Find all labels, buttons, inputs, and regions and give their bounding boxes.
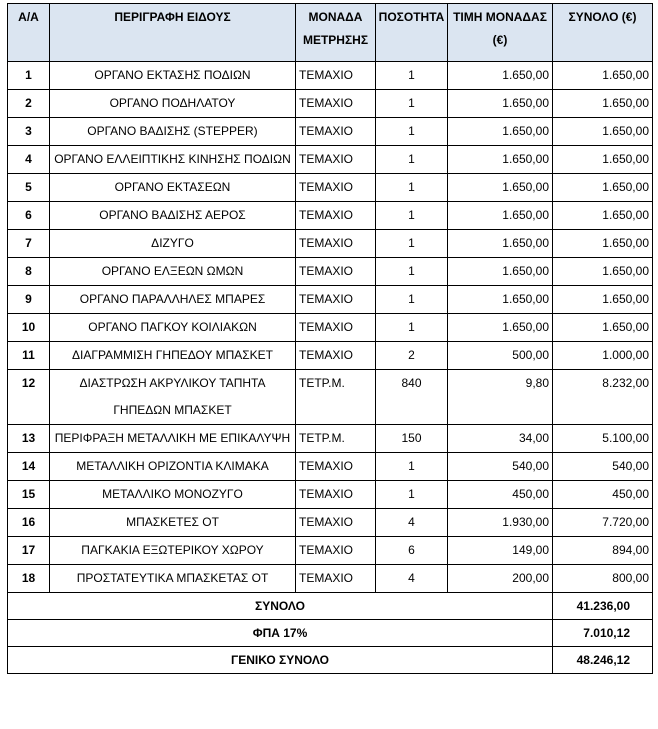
table-row — [8, 370, 653, 425]
cell-total: 1.650,00 — [553, 286, 653, 314]
cell-unit-price: 1.650,00 — [448, 146, 553, 174]
cell-unit: ΤΕΜΑΧΙΟ — [296, 258, 376, 286]
cell-description: ΜΕΤΑΛΛΙΚΟ ΜΟΝΟΖΥΓΟ — [50, 481, 296, 509]
table-row — [8, 425, 653, 453]
cell-aa: 12 — [8, 370, 50, 425]
table-row — [8, 258, 653, 286]
summary-body — [8, 593, 653, 674]
cell-quantity: 1 — [376, 481, 448, 509]
table-row — [8, 202, 653, 230]
cell-aa: 4 — [8, 146, 50, 174]
cell-unit-price: 200,00 — [448, 565, 553, 593]
cell-unit-price: 1.650,00 — [448, 258, 553, 286]
cell-description: ΠΕΡΙΦΡΑΞΗ ΜΕΤΑΛΛΙΚΗ ΜΕ ΕΠΙΚΑΛΥΨΗ — [50, 425, 296, 453]
cell-unit-price: 540,00 — [448, 453, 553, 481]
table-row — [8, 286, 653, 314]
cell-aa: 2 — [8, 90, 50, 118]
cell-unit: ΤΕΜΑΧΙΟ — [296, 118, 376, 146]
table-row — [8, 537, 653, 565]
table-row — [8, 90, 653, 118]
table-row — [8, 118, 653, 146]
header-unit-price: ΤΙΜΗ ΜΟΝΑΔΑΣ (€) — [448, 4, 553, 62]
cell-unit: ΤΕΜΑΧΙΟ — [296, 146, 376, 174]
cell-unit-price: 1.650,00 — [448, 62, 553, 90]
cell-aa: 17 — [8, 537, 50, 565]
cell-unit: ΤΕΤΡ.Μ. — [296, 370, 376, 425]
cell-unit: ΤΕΤΡ.Μ. — [296, 425, 376, 453]
cell-quantity: 1 — [376, 230, 448, 258]
cell-description: ΟΡΓΑΝΟ ΠΑΡΑΛΛΗΛΕΣ ΜΠΑΡΕΣ — [50, 286, 296, 314]
cell-quantity: 1 — [376, 286, 448, 314]
cell-unit: ΤΕΜΑΧΙΟ — [296, 202, 376, 230]
cell-description: ΠΡΟΣΤΑΤΕΥΤΙΚΑ ΜΠΑΣΚΕΤΑΣ ΟΤ — [50, 565, 296, 593]
cell-aa: 3 — [8, 118, 50, 146]
cell-quantity: 2 — [376, 342, 448, 370]
cell-quantity: 840 — [376, 370, 448, 425]
cell-unit-price: 1.650,00 — [448, 230, 553, 258]
cell-quantity: 150 — [376, 425, 448, 453]
cell-unit: ΤΕΜΑΧΙΟ — [296, 342, 376, 370]
cell-quantity: 1 — [376, 202, 448, 230]
cell-aa: 9 — [8, 286, 50, 314]
cell-unit: ΤΕΜΑΧΙΟ — [296, 537, 376, 565]
cell-description: ΜΠΑΣΚΕΤΕΣ ΟΤ — [50, 509, 296, 537]
cell-aa: 7 — [8, 230, 50, 258]
table-row — [8, 146, 653, 174]
cell-description: ΜΕΤΑΛΛΙΚΗ ΟΡΙΖΟΝΤΙΑ ΚΛΙΜΑΚΑ — [50, 453, 296, 481]
cell-unit: ΤΕΜΑΧΙΟ — [296, 453, 376, 481]
cell-quantity: 1 — [376, 174, 448, 202]
table-row — [8, 509, 653, 537]
cell-quantity: 1 — [376, 62, 448, 90]
cell-description: ΟΡΓΑΝΟ ΕΚΤΑΣΕΩΝ — [50, 174, 296, 202]
table-row — [8, 314, 653, 342]
cell-aa: 15 — [8, 481, 50, 509]
cell-unit-price: 1.650,00 — [448, 286, 553, 314]
table-row — [8, 565, 653, 593]
cell-total: 894,00 — [553, 537, 653, 565]
table-row — [8, 62, 653, 90]
cell-quantity: 1 — [376, 118, 448, 146]
cell-unit-price: 1.650,00 — [448, 118, 553, 146]
cell-aa: 8 — [8, 258, 50, 286]
cell-description: ΟΡΓΑΝΟ ΒΑΔΙΣΗΣ (STEPPER) — [50, 118, 296, 146]
subtotal-label: ΣΥΝΟΛΟ — [8, 593, 553, 620]
cell-total: 1.650,00 — [553, 146, 653, 174]
header-total: ΣΥΝΟΛΟ (€) — [553, 4, 653, 62]
cell-unit: ΤΕΜΑΧΙΟ — [296, 565, 376, 593]
cell-unit-price: 9,80 — [448, 370, 553, 425]
cell-total: 800,00 — [553, 565, 653, 593]
cell-quantity: 6 — [376, 537, 448, 565]
subtotal-value: 41.236,00 — [553, 593, 653, 620]
cell-total: 1.650,00 — [553, 90, 653, 118]
header-quantity: ΠΟΣΟΤΗΤΑ — [376, 4, 448, 62]
cell-total: 1.650,00 — [553, 258, 653, 286]
cell-description: ΔΙΖΥΓΟ — [50, 230, 296, 258]
vat-value: 7.010,12 — [553, 620, 653, 647]
cell-total: 1.650,00 — [553, 314, 653, 342]
table-row — [8, 342, 653, 370]
cell-aa: 14 — [8, 453, 50, 481]
items-table — [7, 3, 653, 674]
cell-total: 8.232,00 — [553, 370, 653, 425]
header-aa: Α/Α — [8, 4, 50, 62]
table-row — [8, 481, 653, 509]
table-row — [8, 453, 653, 481]
cell-unit: ΤΕΜΑΧΙΟ — [296, 62, 376, 90]
cell-aa: 6 — [8, 202, 50, 230]
cell-description: ΔΙΑΓΡΑΜΜΙΣΗ ΓΗΠΕΔΟΥ ΜΠΑΣΚΕΤ — [50, 342, 296, 370]
cell-unit: ΤΕΜΑΧΙΟ — [296, 509, 376, 537]
table-row — [8, 230, 653, 258]
cell-total: 450,00 — [553, 481, 653, 509]
cell-quantity: 1 — [376, 258, 448, 286]
cell-description: ΠΑΓΚΑΚΙΑ ΕΞΩΤΕΡΙΚΟΥ ΧΩΡΟΥ — [50, 537, 296, 565]
cell-description: ΟΡΓΑΝΟ ΕΛΞΕΩΝ ΩΜΩΝ — [50, 258, 296, 286]
cell-unit-price: 1.650,00 — [448, 202, 553, 230]
cell-unit: ΤΕΜΑΧΙΟ — [296, 90, 376, 118]
grand-total-value: 48.246,12 — [553, 647, 653, 674]
grand-total-row — [8, 647, 653, 674]
cell-unit: ΤΕΜΑΧΙΟ — [296, 314, 376, 342]
cell-unit-price: 500,00 — [448, 342, 553, 370]
items-body — [8, 62, 653, 593]
subtotal-row — [8, 593, 653, 620]
header-description: ΠΕΡΙΓΡΑΦΗ ΕΙΔΟΥΣ — [50, 4, 296, 62]
cell-quantity: 4 — [376, 565, 448, 593]
cell-total: 540,00 — [553, 453, 653, 481]
cell-quantity: 1 — [376, 146, 448, 174]
header-unit: ΜΟΝΑΔΑ ΜΕΤΡΗΣΗΣ — [296, 4, 376, 62]
cell-aa: 18 — [8, 565, 50, 593]
cell-total: 1.650,00 — [553, 202, 653, 230]
cell-aa: 16 — [8, 509, 50, 537]
cell-unit-price: 450,00 — [448, 481, 553, 509]
cell-unit: ΤΕΜΑΧΙΟ — [296, 230, 376, 258]
cell-total: 5.100,00 — [553, 425, 653, 453]
cell-quantity: 1 — [376, 314, 448, 342]
cell-unit: ΤΕΜΑΧΙΟ — [296, 481, 376, 509]
cell-total: 1.650,00 — [553, 62, 653, 90]
cell-description: ΟΡΓΑΝΟ ΠΑΓΚΟΥ ΚΟΙΛΙΑΚΩΝ — [50, 314, 296, 342]
cell-description: ΟΡΓΑΝΟ ΠΟΔΗΛΑΤΟΥ — [50, 90, 296, 118]
table-row — [8, 174, 653, 202]
cell-aa: 11 — [8, 342, 50, 370]
cell-aa: 13 — [8, 425, 50, 453]
cell-unit: ΤΕΜΑΧΙΟ — [296, 174, 376, 202]
cell-quantity: 1 — [376, 90, 448, 118]
cell-unit-price: 1.650,00 — [448, 174, 553, 202]
cell-aa: 1 — [8, 62, 50, 90]
vat-label: ΦΠΑ 17% — [8, 620, 553, 647]
cell-total: 1.650,00 — [553, 230, 653, 258]
cell-description: ΟΡΓΑΝΟ ΕΛΛΕΙΠΤΙΚΗΣ ΚΙΝΗΣΗΣ ΠΟΔΙΩΝ — [50, 146, 296, 174]
cell-description: ΔΙΑΣΤΡΩΣΗ ΑΚΡΥΛΙΚΟΥ ΤΑΠΗΤΑ ΓΗΠΕΔΩΝ ΜΠΑΣΚΕΤ — [50, 370, 296, 425]
cell-quantity: 4 — [376, 509, 448, 537]
cell-description: ΟΡΓΑΝΟ ΕΚΤΑΣΗΣ ΠΟΔΙΩΝ — [50, 62, 296, 90]
grand-total-label: ΓΕΝΙΚΟ ΣΥΝΟΛΟ — [8, 647, 553, 674]
cell-total: 1.000,00 — [553, 342, 653, 370]
cell-unit: ΤΕΜΑΧΙΟ — [296, 286, 376, 314]
cell-total: 1.650,00 — [553, 174, 653, 202]
cell-quantity: 1 — [376, 453, 448, 481]
cell-description: ΟΡΓΑΝΟ ΒΑΔΙΣΗΣ ΑΕΡΟΣ — [50, 202, 296, 230]
cell-unit-price: 1.930,00 — [448, 509, 553, 537]
cell-unit-price: 1.650,00 — [448, 90, 553, 118]
vat-row — [8, 620, 653, 647]
cell-aa: 5 — [8, 174, 50, 202]
cell-unit-price: 1.650,00 — [448, 314, 553, 342]
cell-unit-price: 149,00 — [448, 537, 553, 565]
cell-total: 7.720,00 — [553, 509, 653, 537]
table-header-row — [8, 4, 653, 62]
cell-unit-price: 34,00 — [448, 425, 553, 453]
cell-aa: 10 — [8, 314, 50, 342]
cell-total: 1.650,00 — [553, 118, 653, 146]
